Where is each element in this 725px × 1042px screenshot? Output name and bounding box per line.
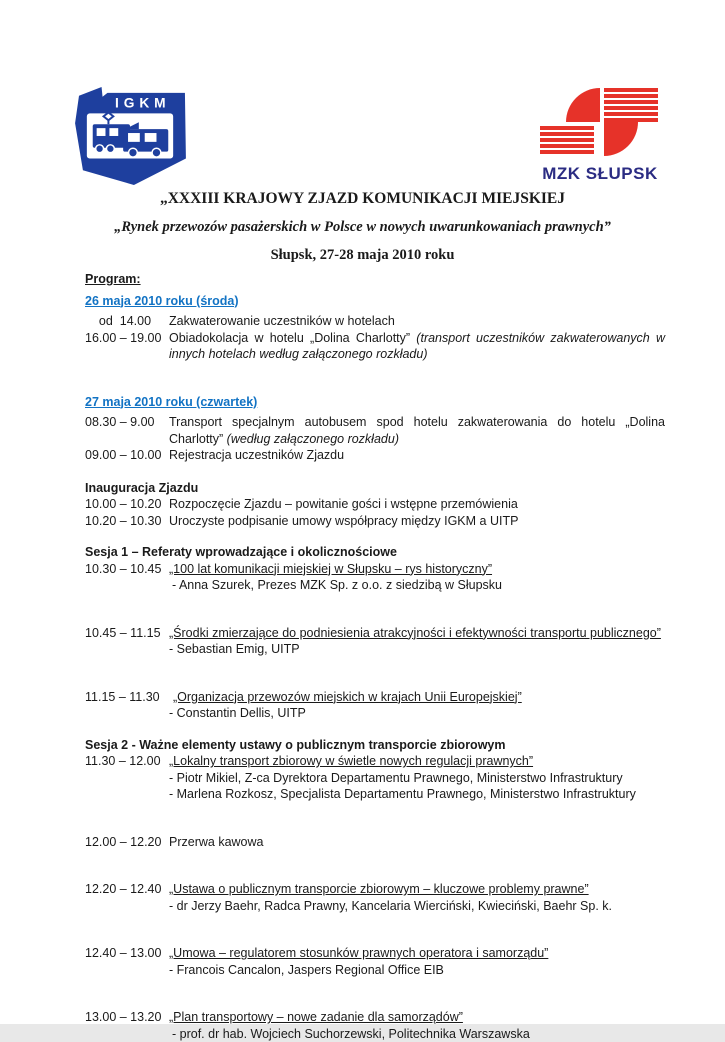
time-label: 10.30 – 10.45 (85, 561, 169, 594)
event-description (169, 330, 665, 363)
mzk-logo-label: MZK SŁUPSK (530, 166, 670, 183)
event-description (169, 834, 665, 851)
conference-date-location: Słupsk, 27-28 maja 2010 roku (0, 247, 725, 264)
program-heading: Program: (85, 271, 665, 288)
igkm-logo-graphic (66, 84, 194, 186)
spacer (85, 658, 665, 689)
spacer (85, 850, 665, 881)
event-text: Uroczyste podpisanie umowy współpracy między IGKM a UITP (169, 514, 518, 528)
igkm-logo-label: IGKM (115, 96, 170, 111)
talk-row (85, 1009, 665, 1042)
event-description (169, 513, 665, 530)
schedule-row (85, 330, 665, 363)
speaker-line: - Constantin Dellis, UITP (169, 705, 665, 722)
schedule-row (85, 834, 665, 851)
schedule-row (85, 414, 665, 447)
day1-heading: 26 maja 2010 roku (środa) (85, 293, 665, 310)
spacer (85, 464, 665, 480)
talk-title: „Lokalny transport zbiorowy w świetle nowych regulacji prawnych” (169, 753, 665, 770)
talk-title: „Umowa – regulatorem stosunków prawnych operatora i samorządu” (169, 945, 665, 962)
talk-title: „Plan transportowy – nowe zadanie dla samorządów” (169, 1009, 665, 1026)
talk-row (85, 753, 665, 803)
event-text: Rejestracja uczestników Zjazdu (169, 448, 344, 462)
sesja1-heading: Sesja 1 – Referaty wprowadzające i okolicznościowe (85, 544, 665, 561)
spacer (85, 803, 665, 834)
talk-block (169, 1009, 665, 1042)
mzk-logo (530, 86, 670, 182)
time-label: 13.00 – 13.20 (85, 1009, 169, 1042)
speaker-line: - dr Jerzy Baehr, Radca Prawny, Kancelaria Wierciński, Kwieciński, Baehr Sp. k. (169, 898, 665, 915)
event-text: Transport specjalnym autobusem spod hotelu zakwaterowania do hotelu „Dolina Charlotty” (169, 415, 665, 446)
speaker-line: - Marlena Rozkosz, Specjalista Departamentu Prawnego, Ministerstwo Infrastruktury (169, 786, 665, 803)
spacer (85, 978, 665, 1009)
time-label: 10.00 – 10.20 (85, 496, 169, 513)
schedule-row (85, 313, 665, 330)
talk-row (85, 689, 665, 722)
program-content (0, 264, 725, 1042)
talk-title: „Organizacja przewozów miejskich w krajach Unii Europejskiej” (169, 689, 665, 706)
sesja2-heading: Sesja 2 - Ważne elementy ustawy o publicznym transporcie zbiorowym (85, 737, 665, 754)
spacer (85, 914, 665, 945)
talk-title: „100 lat komunikacji miejskiej w Słupsku – rys historyczny” (169, 561, 665, 578)
event-text: Zakwaterowanie uczestników w hotelach (169, 314, 395, 328)
schedule-row (85, 496, 665, 513)
time-label: 12.40 – 13.00 (85, 945, 169, 978)
day2-heading: 27 maja 2010 roku (czwartek) (85, 394, 665, 411)
talk-block (169, 625, 665, 658)
spacer (85, 594, 665, 625)
time-label: 10.45 – 11.15 (85, 625, 169, 658)
igkm-logo (66, 84, 194, 186)
event-description (169, 313, 665, 330)
talk-row (85, 945, 665, 978)
talk-block (169, 881, 665, 914)
time-label: 08.30 – 9.00 (85, 414, 169, 447)
talk-block (169, 689, 665, 722)
event-description (169, 414, 665, 447)
time-label: 16.00 – 19.00 (85, 330, 169, 363)
time-label: 12.00 – 12.20 (85, 834, 169, 851)
talk-row (85, 561, 665, 594)
talk-block (169, 561, 665, 594)
speaker-line: - Piotr Mikiel, Z-ca Dyrektora Departamentu Prawnego, Ministerstwo Infrastruktury (169, 770, 665, 787)
time-label: 11.30 – 12.00 (85, 753, 169, 803)
talk-block (169, 945, 665, 978)
speaker-line: - Sebastian Emig, UITP (169, 641, 665, 658)
conference-subtitle: „Rynek przewozów pasażerskich w Polsce w nowych uwarunkowaniach prawnych” (0, 219, 725, 236)
schedule-row (85, 513, 665, 530)
talk-row (85, 881, 665, 914)
inauguracja-heading: Inauguracja Zjazdu (85, 480, 665, 497)
conference-title: „XXXIII KRAJOWY ZJAZD KOMUNIKACJI MIEJSKIEJ (0, 190, 725, 208)
talk-block (169, 753, 665, 803)
time-label: 12.20 – 12.40 (85, 881, 169, 914)
talk-row (85, 625, 665, 658)
talk-title: „Środki zmierzające do podniesienia atrakcyjności i efektywności transportu publicznego” (169, 625, 665, 642)
time-label: 09.00 – 10.00 (85, 447, 169, 464)
time-label: od 14.00 (85, 313, 169, 330)
event-description (169, 447, 665, 464)
speaker-line: - Francois Cancalon, Jaspers Regional Office EIB (169, 962, 665, 979)
spacer (85, 722, 665, 737)
speaker-line: - prof. dr hab. Wojciech Suchorzewski, Politechnika Warszawska (169, 1026, 665, 1042)
schedule-row (85, 447, 665, 464)
time-label: 10.20 – 10.30 (85, 513, 169, 530)
event-text: Rozpoczęcie Zjazdu – powitanie gości i wstępne przemówienia (169, 497, 518, 511)
talk-title: „Ustawa o publicznym transporcie zbiorowym – kluczowe problemy prawne” (169, 881, 665, 898)
event-text: Przerwa kawowa (169, 835, 263, 849)
mzk-logo-graphic (530, 86, 670, 160)
event-text: Obiadokolacja w hotelu „Dolina Charlotty” (169, 331, 410, 345)
time-label: 11.15 – 11.30 (85, 689, 169, 722)
event-note: (transport uczestników zakwaterowanych w innych hotelach według załączonego rozkładu) (169, 331, 665, 362)
event-description (169, 496, 665, 513)
spacer (85, 529, 665, 544)
speaker-line: - Anna Szurek, Prezes MZK Sp. z o.o. z siedzibą w Słupsku (169, 577, 665, 594)
event-note: (według załączonego rozkładu) (223, 432, 399, 446)
spacer (85, 363, 665, 394)
